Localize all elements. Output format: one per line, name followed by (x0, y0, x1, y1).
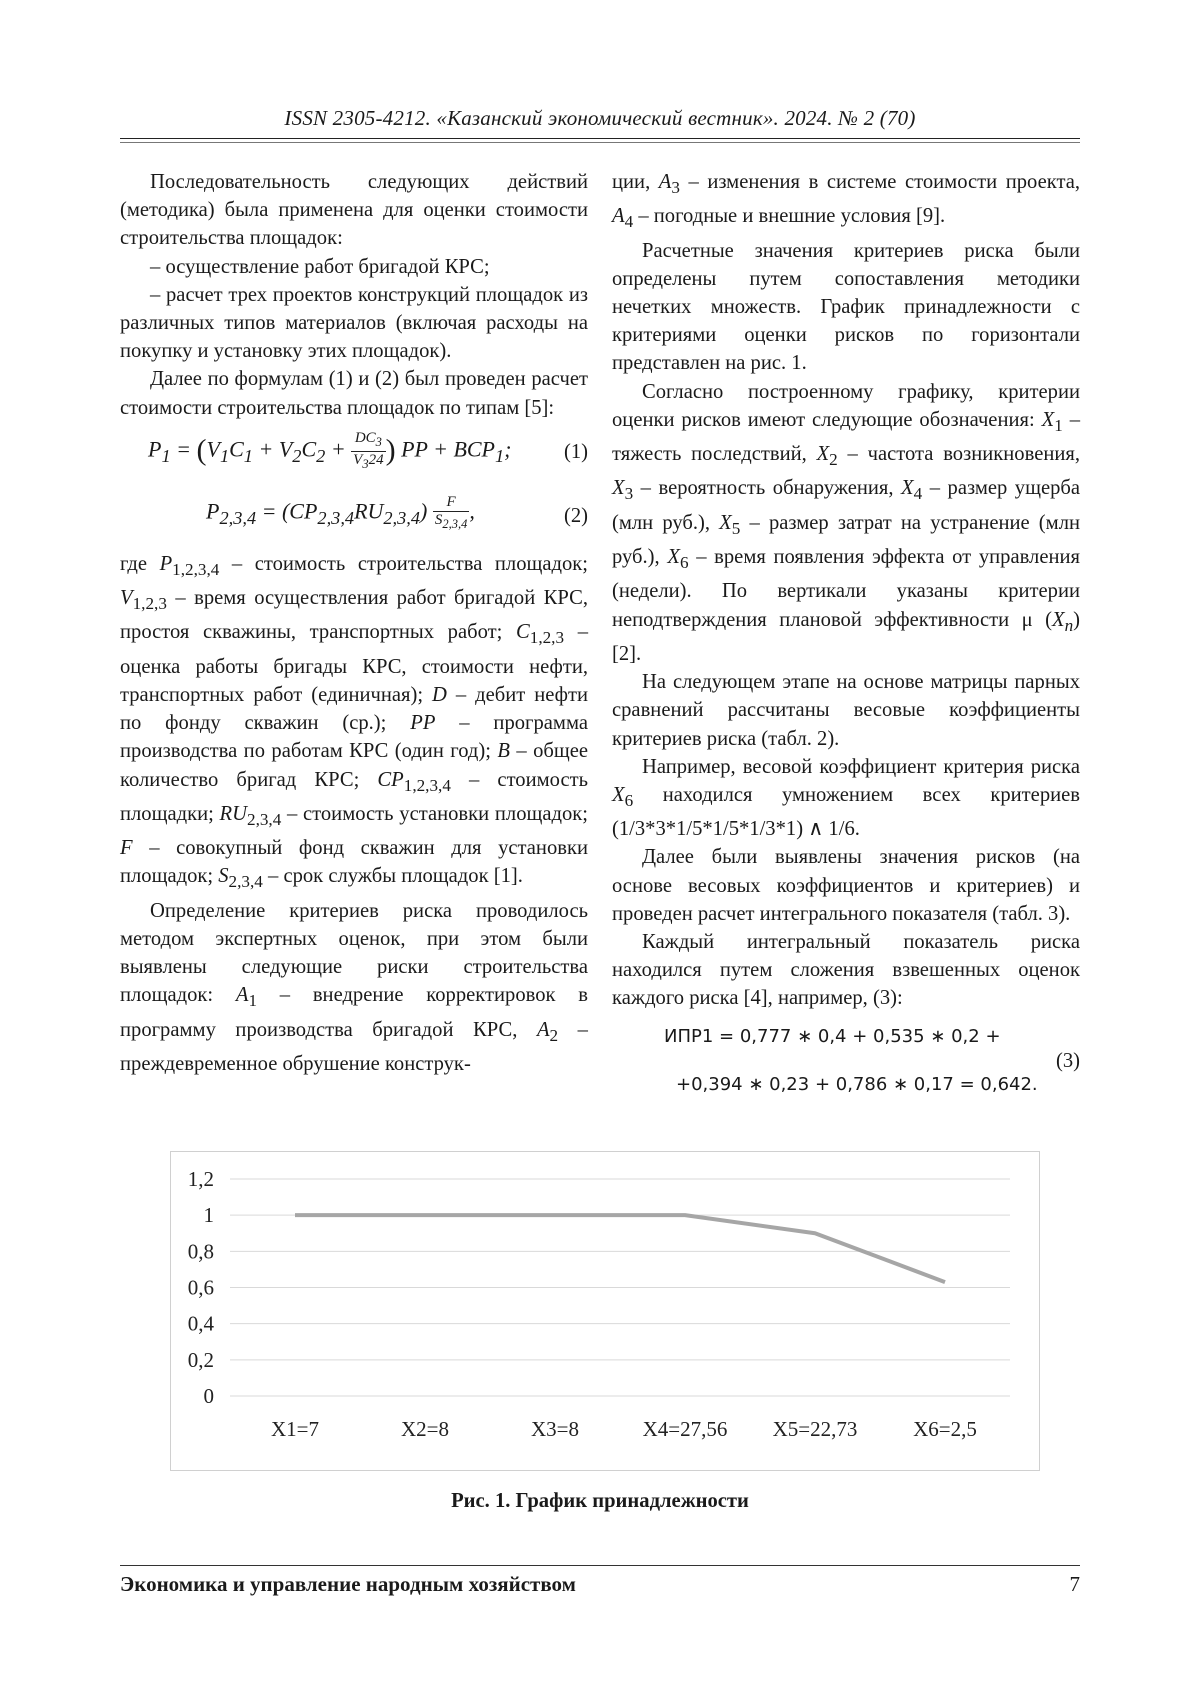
header-rule-thin (120, 142, 1080, 143)
equation-number: (1) (563, 440, 588, 463)
list-item: – осуществление работ бригадой КРС; (150, 255, 490, 278)
paragraph: Последовательность следующих действий (методика) была применена для оценки стоимости строительства площадок: (120, 171, 588, 250)
x-tick-label: X2=8 (400, 1417, 450, 1441)
y-tick-label: 0,2 (187, 1347, 214, 1372)
header-rule (120, 138, 1080, 139)
paragraph: Расчетные значения критериев риска были определены путем сопоставления методики нечетких множеств. График принадлежности с критериями оценки рисков по горизонтали представлен на рис. 1. (612, 239, 1080, 375)
membership-chart (170, 1151, 1040, 1471)
paragraph: Далее по формулам (1) и (2) был проведен расчет стоимости строительства площадок по типам [5]: (120, 368, 588, 419)
equation-number: (2) (563, 504, 588, 527)
equation-2: $P_{2,3,4} = (CP_{2,3,4}RU_{2,3,4})$ $\frac{F}{S_{2,3,4}}$ , (2) (206, 493, 588, 531)
list-item: – расчет трех проектов конструкций площадок из различных типов материалов (включая расходы на покупку и установку этих площадок). (120, 283, 588, 363)
y-tick-label: 0,4 (187, 1311, 214, 1336)
x-tick-label: X3=8 (530, 1417, 580, 1441)
y-tick-label: 1,2 (187, 1167, 214, 1191)
paragraph: Определение критериев риска проводилось методом экспертных оценок, при этом были выявлены следующие риски строительства площадок: $A_1$ – внедрение корректировок в программу производства бригадой КРС, $A_2$ – преждевременное обрушение конструк- (120, 899, 588, 1075)
figure-caption: Рис. 1. График принадлежности (451, 1490, 749, 1512)
paragraph: Далее были выявлены значения рисков (на основе весовых коэффициентов и критериев) и проведен расчет интегрального показателя (табл. 3). (612, 846, 1080, 925)
x-tick-label: X5=22,73 (772, 1417, 858, 1441)
y-tick-label: 0 (203, 1384, 214, 1408)
journal-header: ISSN 2305-4212. «Казанский экономический вестник». 2024. № 2 (70) (284, 106, 916, 130)
paragraph: Например, весовой коэффициент критерия риска $X_6$ находился умножением всех критериев (1/3*3*1/5*1/5*1/3*1) ∧ 1/6. (612, 755, 1080, 841)
equation-3-line-1: ИПР1 = 0,777 ∗ 0,4 + 0,535 ∗ 0,2 + (664, 1025, 1001, 1047)
x-tick-label: X1=7 (270, 1417, 320, 1441)
equation-3-line-2: +0,394 ∗ 0,23 + 0,786 ∗ 0,17 = 0,642. (676, 1073, 1038, 1095)
paragraph: Согласно построенному графику, критерии оценки рисков имеют следующие обозначения: $X_1$ – тяжесть последствий, $X_2$ – частота возникновения, $X_3$ – вероятность обнаружения, $X_4$ – размер ущерба (млн руб.), $X_5$ – размер затрат на устранение (млн руб.), $X_6$ – время появления эффекта от управления (недели). По вертикали указаны критерии неподтверждения плановой эффективности μ $(X_n)$ [2]. (612, 380, 1081, 665)
left-column (120, 168, 588, 1078)
footer-section-title: Экономика и управление народным хозяйством (120, 1572, 576, 1596)
paragraph: Каждый интегральный показатель риска находился путем сложения взвешенных оценок каждого риска [4], например, (3): (612, 931, 1080, 1010)
x-tick-label: X6=2,5 (913, 1417, 977, 1441)
equation-number: (3) (1055, 1049, 1080, 1072)
y-tick-label: 0,6 (187, 1275, 214, 1300)
equation-1: $P_1 = (V_1C_1 + V_2C_2$ + $\frac{DC_3}{V_324}$ ) PP + $BCP_1$; (1) (148, 429, 588, 471)
y-tick-label: 0,8 (187, 1239, 214, 1264)
paragraph: ции, $A_3$ – изменения в системе стоимости проекта, $A_4$ – погодные и внешние условия [9]. (612, 171, 1080, 232)
x-tick-label: X4=27,56 (642, 1417, 728, 1441)
paragraph: На следующем этапе на основе матрицы парных сравнений рассчитаны весовые коэффициенты критериев риска (табл. 2). (612, 671, 1080, 750)
page-number: 7 (1069, 1572, 1080, 1596)
variable-definitions: где $P_{1,2,3,4}$ – стоимость строительства площадок; $V_{1,2,3}$ – время осуществления работ бригадой КРС, простоя скважины, транспортных работ; $C_{1,2,3}$ – оценка работы бригады КРС, стоимости нефти, транспортных работ (единичная); D – дебит нефти по фонду скважин (ср.); PP – программа производства по работам КРС (один год); B – общее количество бригад КРС; $CP_{1,2,3,4}$ – стоимость площадки; $RU_{2,3,4}$ – стоимость установки площадок; F – совокупный фонд скважин для установки площадок; $S_{2,3,4}$ – срок службы площадок [1]. (120, 552, 589, 892)
y-tick-label: 1 (203, 1203, 214, 1228)
footer-rule (120, 1565, 1080, 1566)
right-column (612, 168, 1080, 1115)
equation-3 (612, 1013, 1080, 1115)
